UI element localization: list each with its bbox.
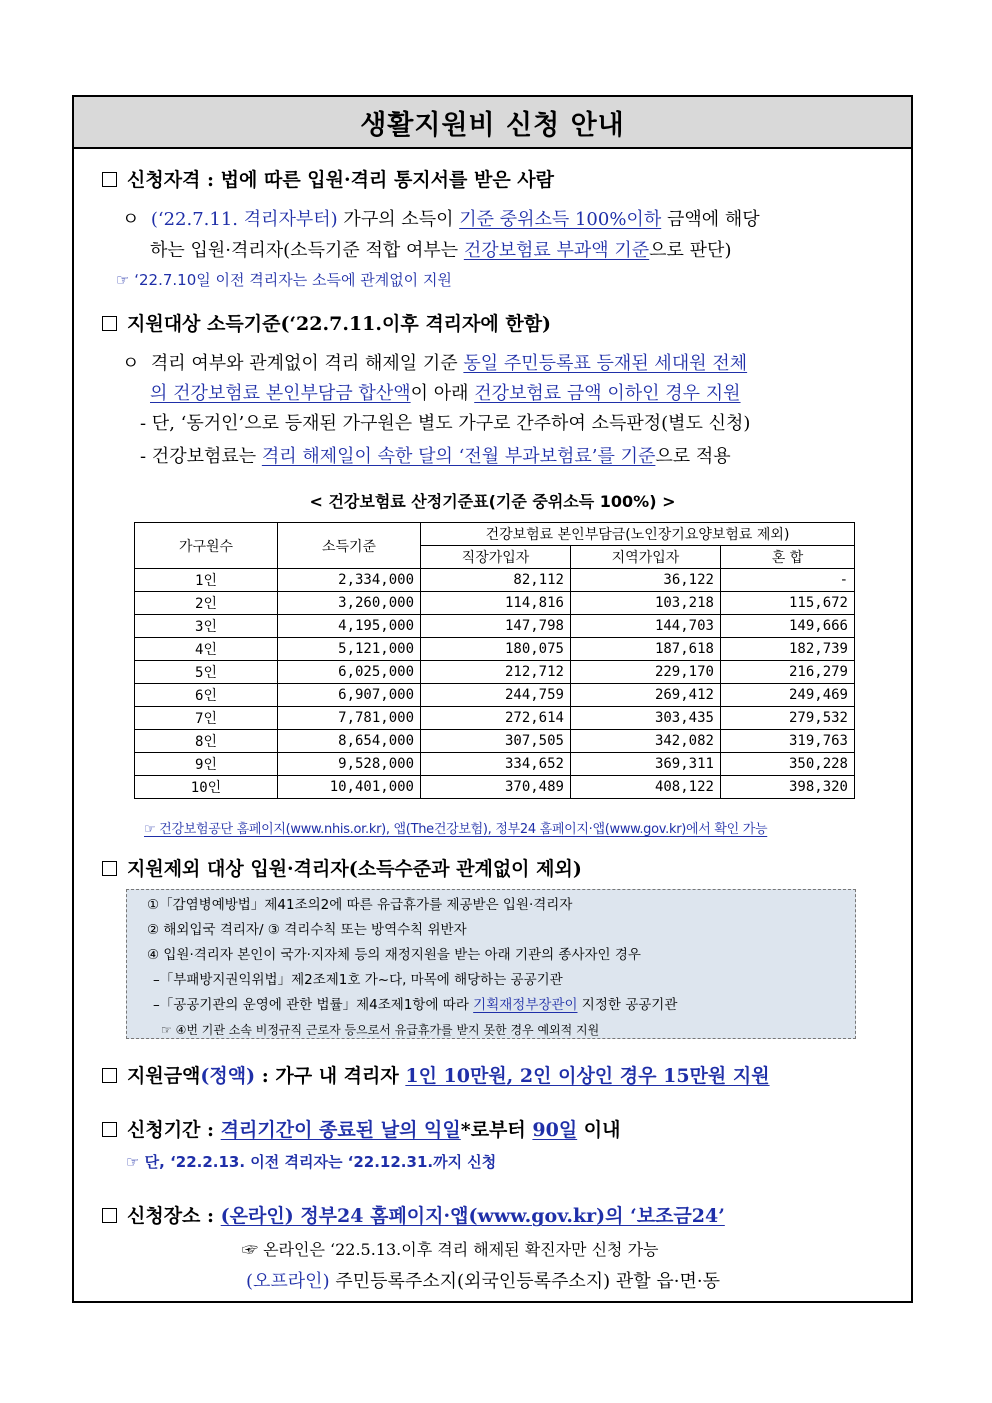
cell-regional: 144,703	[570, 615, 720, 638]
cell-household: 8인	[135, 730, 278, 753]
cell-income: 5,121,000	[278, 638, 421, 661]
cell-regional: 103,218	[570, 592, 720, 615]
cell-mixed: 182,739	[720, 638, 854, 661]
cell-mixed: 115,672	[720, 592, 854, 615]
place-online-note: ☞ 온라인은 ‘22.5.13.이후 격리 해제된 확진자만 신청 가능	[242, 1240, 659, 1259]
table-row	[135, 730, 855, 753]
cell-mixed: 319,763	[720, 730, 854, 753]
exclusion-box	[126, 889, 856, 1039]
col-mixed: 혼 합	[720, 546, 854, 569]
cell-regional: 36,122	[570, 569, 720, 592]
cell-household: 1인	[135, 569, 278, 592]
exclusion-item: ☞ ④번 기관 소속 비정규직 근로자 등으로서 유급휴가를 받지 못한 경우 예외적 지원	[161, 1023, 600, 1037]
exclusion-item: –「부패방지권익위법」제2조제1호 가~다, 마목에 해당하는 공공기관	[153, 972, 563, 988]
cell-income: 4,195,000	[278, 615, 421, 638]
table-row	[135, 638, 855, 661]
cell-household: 6인	[135, 684, 278, 707]
cell-income: 7,781,000	[278, 707, 421, 730]
cell-mixed: 216,279	[720, 661, 854, 684]
cell-regional: 187,618	[570, 638, 720, 661]
cell-mixed: 398,320	[720, 776, 854, 799]
exclusion-item: ①「감염병예방법」제41조의2에 따른 유급휴가를 제공받은 입원·격리자	[147, 897, 573, 913]
period-note: ☞ 단, ‘22.2.13. 이전 격리자는 ‘22.12.31.까지 신청	[126, 1153, 497, 1171]
table-caption: < 건강보험료 산정기준표(기준 중위소득 100%) >	[309, 492, 676, 511]
cell-employee: 180,075	[421, 638, 571, 661]
eligibility-line-2: 하는 입원·격리자(소득기준 적합 여부는 건강보험료 부과액 기준으로 판단)	[150, 240, 732, 261]
cell-income: 6,025,000	[278, 661, 421, 684]
amount-line: 지원금액(정액) : 가구 내 격리자 1인 10만원, 2인 이상인 경우 15만원 지원	[102, 1061, 770, 1088]
checkbox-icon	[102, 1068, 117, 1083]
cell-regional: 342,082	[570, 730, 720, 753]
checkbox-icon	[102, 861, 117, 876]
place-offline: (오프라인) 주민등록주소지(외국인등록주소지) 관할 읍·면·동	[246, 1271, 721, 1292]
premium-table	[134, 522, 855, 799]
cell-household: 5인	[135, 661, 278, 684]
income-criteria-sub-1: - 단, ‘동거인’으로 등재된 가구원은 별도 가구로 간주하여 소득판정(별도 신청)	[140, 413, 751, 434]
cell-employee: 272,614	[421, 707, 571, 730]
checkbox-icon	[102, 1122, 117, 1137]
cell-employee: 147,798	[421, 615, 571, 638]
cell-household: 7인	[135, 707, 278, 730]
table-row	[135, 684, 855, 707]
col-regional: 지역가입자	[570, 546, 720, 569]
table-row	[135, 569, 855, 592]
cell-income: 6,907,000	[278, 684, 421, 707]
cell-household: 9인	[135, 753, 278, 776]
cell-employee: 307,505	[421, 730, 571, 753]
exclusion-heading: 지원제외 대상 입원·격리자(소득수준과 관계없이 제외)	[102, 854, 582, 881]
income-criteria-heading: 지원대상 소득기준(‘22.7.11.이후 격리자에 한함)	[102, 309, 551, 336]
place-line: 신청장소 : (온라인) 정부24 홈페이지·앱(www.gov.kr)의 ‘보조금24’	[102, 1201, 725, 1228]
cell-mixed: 350,228	[720, 753, 854, 776]
page-title: 생활지원비 신청 안내	[74, 97, 911, 149]
table-note: ☞ 건강보험공단 홈페이지(www.nhis.or.kr), 앱(The건강보험), 정부24 홈페이지·앱(www.gov.kr)에서 확인 가능	[144, 822, 768, 837]
exclusion-item: ② 해외입국 격리자/ ③ 격리수칙 또는 방역수칙 위반자	[147, 922, 467, 938]
col-premium-group: 건강보험료 본인부담금(노인장기요양보험료 제외)	[421, 523, 855, 546]
exclusion-item: –「공공기관의 운영에 관한 법률」제4조제1항에 따라 기획재정부장관이 지정한 공공기관	[153, 997, 678, 1013]
cell-regional: 303,435	[570, 707, 720, 730]
table-row	[135, 615, 855, 638]
cell-household: 2인	[135, 592, 278, 615]
col-employee: 직장가입자	[421, 546, 571, 569]
checkbox-icon	[102, 172, 117, 187]
table-row	[135, 753, 855, 776]
cell-mixed: -	[720, 569, 854, 592]
cell-income: 10,401,000	[278, 776, 421, 799]
eligibility-note: ☞ ‘22.7.10일 이전 격리자는 소득에 관계없이 지원	[116, 271, 452, 289]
cell-regional: 229,170	[570, 661, 720, 684]
eligibility-line-1: ㅇ (‘22.7.11. 격리자부터) 가구의 소득이 기준 중위소득 100%이하 금액에 해당	[122, 209, 760, 230]
cell-income: 8,654,000	[278, 730, 421, 753]
cell-employee: 82,112	[421, 569, 571, 592]
cell-employee: 212,712	[421, 661, 571, 684]
checkbox-icon	[102, 316, 117, 331]
period-line: 신청기간 : 격리기간이 종료된 날의 익일*로부터 90일 이내	[102, 1115, 621, 1142]
table-row	[135, 661, 855, 684]
table-row	[135, 776, 855, 799]
cell-income: 9,528,000	[278, 753, 421, 776]
cell-income: 3,260,000	[278, 592, 421, 615]
cell-household: 4인	[135, 638, 278, 661]
income-criteria-sub-2: - 건강보험료는 격리 해제일이 속한 달의 ‘전월 부과보험료’를 기준으로 적용	[140, 446, 731, 467]
cell-employee: 244,759	[421, 684, 571, 707]
cell-mixed: 279,532	[720, 707, 854, 730]
col-income: 소득기준	[278, 523, 421, 569]
cell-income: 2,334,000	[278, 569, 421, 592]
eligibility-heading: 신청자격 : 법에 따른 입원·격리 통지서를 받은 사람	[102, 165, 554, 192]
exclusion-item: ④ 입원·격리자 본인이 국가·지자체 등의 재정지원을 받는 아래 기관의 종사자인 경우	[147, 947, 641, 963]
cell-household: 3인	[135, 615, 278, 638]
income-criteria-line-2: 의 건강보험료 본인부담금 합산액이 아래 건강보험료 금액 이하인 경우 지원	[150, 383, 741, 404]
table-row	[135, 707, 855, 730]
notice-frame	[72, 95, 913, 1303]
cell-employee: 334,652	[421, 753, 571, 776]
cell-employee: 114,816	[421, 592, 571, 615]
cell-regional: 369,311	[570, 753, 720, 776]
cell-regional: 408,122	[570, 776, 720, 799]
cell-household: 10인	[135, 776, 278, 799]
income-criteria-line-1: ㅇ 격리 여부와 관계없이 격리 해제일 기준 동일 주민등록표 등재된 세대원 전체	[122, 353, 748, 374]
table-row	[135, 592, 855, 615]
cell-employee: 370,489	[421, 776, 571, 799]
cell-mixed: 149,666	[720, 615, 854, 638]
checkbox-icon	[102, 1208, 117, 1223]
cell-regional: 269,412	[570, 684, 720, 707]
cell-mixed: 249,469	[720, 684, 854, 707]
col-household: 가구원수	[135, 523, 278, 569]
